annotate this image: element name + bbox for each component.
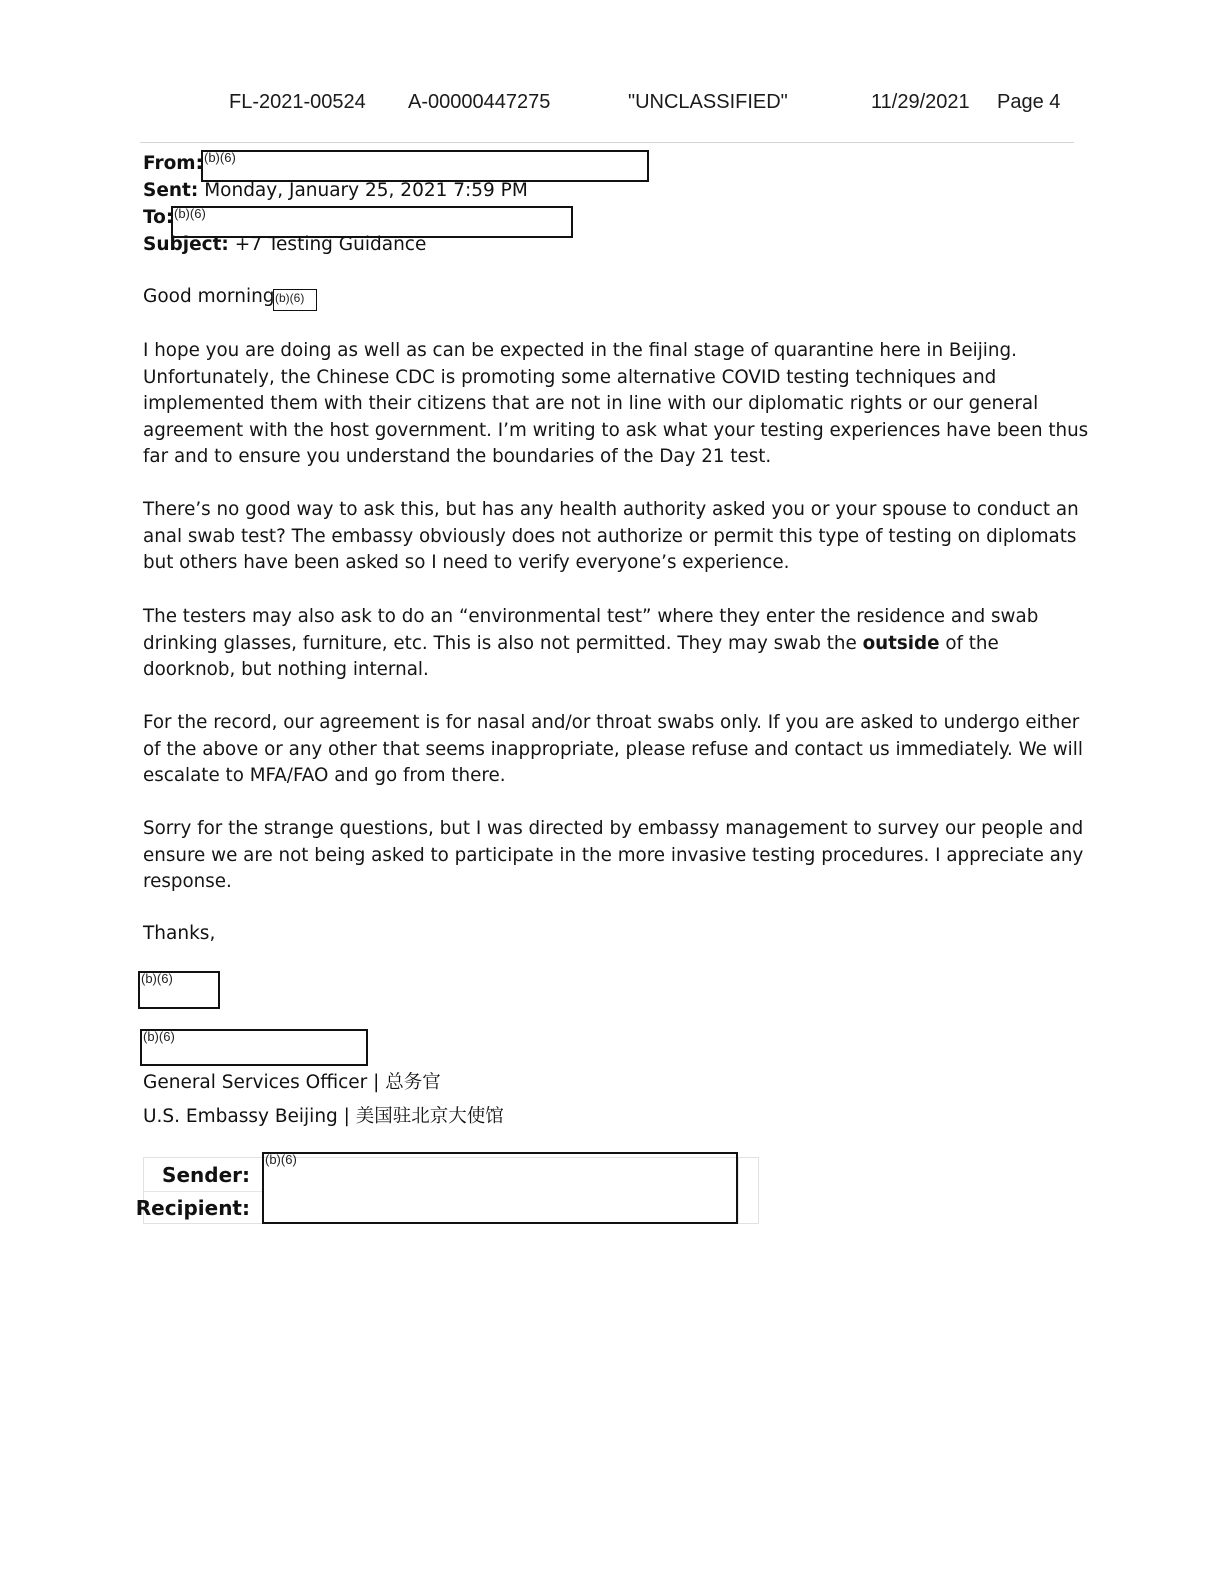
paragraph-line: Unfortunately, the Chinese CDC is promoting some alternative COVID testing techniques and [143,366,997,388]
redaction-code: (b)(6) [275,291,305,305]
subject-value: +7 Testing Guidance [234,234,427,255]
body-paragraph-1 [143,338,1089,471]
body-paragraph-3 [143,604,1073,684]
paragraph-line: far and to ensure you understand the boundaries of the Day 21 test. [143,446,772,468]
redaction-code: (b)(6) [265,1152,297,1167]
to-label: To: [143,207,174,228]
redaction-box-sender-recipient [262,1152,738,1224]
emphasis-outside: outside [862,632,940,654]
paragraph-line: response. [143,871,232,893]
closing-text: Thanks, [143,923,216,944]
signature-title-text: General Services Officer | 总务官 [143,1072,441,1093]
paragraph-line: Sorry for the strange questions, but I was directed by embassy management to survey our people and [143,818,1084,839]
subject-label: Subject: [143,234,229,255]
greeting [143,286,275,307]
greeting-text: Good morning [143,286,275,307]
sent-label: Sent: [143,180,199,201]
paragraph-line: I hope you are doing as well as can be expected in the final stage of quarantine here in Beijing. [143,340,1017,361]
redaction-box-signature-name [138,971,220,1009]
release-date: 11/29/2021 [871,91,970,113]
paragraph-text: drinking glasses, furniture, etc. This is also not permitted. They may swab the [143,632,863,654]
page-number: Page 4 [997,91,1061,113]
sent-line [143,180,528,201]
redaction-box-signature-line [140,1029,368,1066]
paragraph-line: anal swab test? The embassy obviously does not authorize or permit this type of testing on diplomats [143,525,1077,547]
body-paragraph-5 [143,816,1084,896]
signature-title [143,1068,441,1094]
signature-org-text: U.S. Embassy Beijing | 美国驻北京大使馆 [143,1106,504,1127]
paragraph-line: implemented them with their citizens that are not in line with our diplomatic rights or our general [143,393,1039,415]
redaction-code: (b)(6) [141,971,173,986]
redaction-box-from [201,150,649,182]
paragraph-line: agreement with the host government. I’m writing to ask what your testing experiences have been thus [143,419,1089,441]
redaction-code: (b)(6) [174,206,206,221]
redaction-code: (b)(6) [204,150,236,165]
sent-value: Monday, January 25, 2021 7:59 PM [204,180,528,201]
paragraph-text: of the [939,632,999,654]
closing [143,923,215,944]
body-paragraph-4 [143,710,1083,790]
paragraph-line: doorknob, but nothing internal. [143,659,429,681]
paragraph-line: There’s no good way to ask this, but has any health authority asked you or your spouse to conduct an [143,499,1079,520]
table-divider [738,1158,739,1223]
to-line [143,207,173,228]
signature-org [143,1102,504,1128]
paragraph-line: of the above or any other that seems inappropriate, please refuse and contact us immediately. We will [143,738,1083,760]
paragraph-line: For the record, our agreement is for nasal and/or throat swabs only. If you are asked to undergo either [143,712,1080,733]
paragraph-line: ensure we are not being asked to participate in the more invasive testing procedures. I appreciate any [143,844,1084,866]
body-paragraph-2 [143,497,1079,577]
from-line [143,153,203,174]
paragraph-line: escalate to MFA/FAO and go from there. [143,765,506,787]
paragraph-line: The testers may also ask to do an “environmental test” where they enter the residence and swab [143,606,1039,627]
case-number: FL-2021-00524 [229,91,366,113]
header-divider [140,142,1074,143]
paragraph-line: but others have been asked so I need to verify everyone’s experience. [143,552,790,574]
table-divider [144,1191,264,1192]
document-number: A-00000447275 [408,91,551,113]
redaction-code: (b)(6) [143,1029,175,1044]
from-label: From: [143,153,203,174]
paragraph-line [143,631,1073,658]
recipient-label: Recipient: [135,1196,250,1220]
subject-line [143,234,426,255]
classification-marking: "UNCLASSIFIED" [628,91,788,113]
sender-label: Sender: [162,1163,250,1187]
redaction-box-greeting [273,289,317,311]
